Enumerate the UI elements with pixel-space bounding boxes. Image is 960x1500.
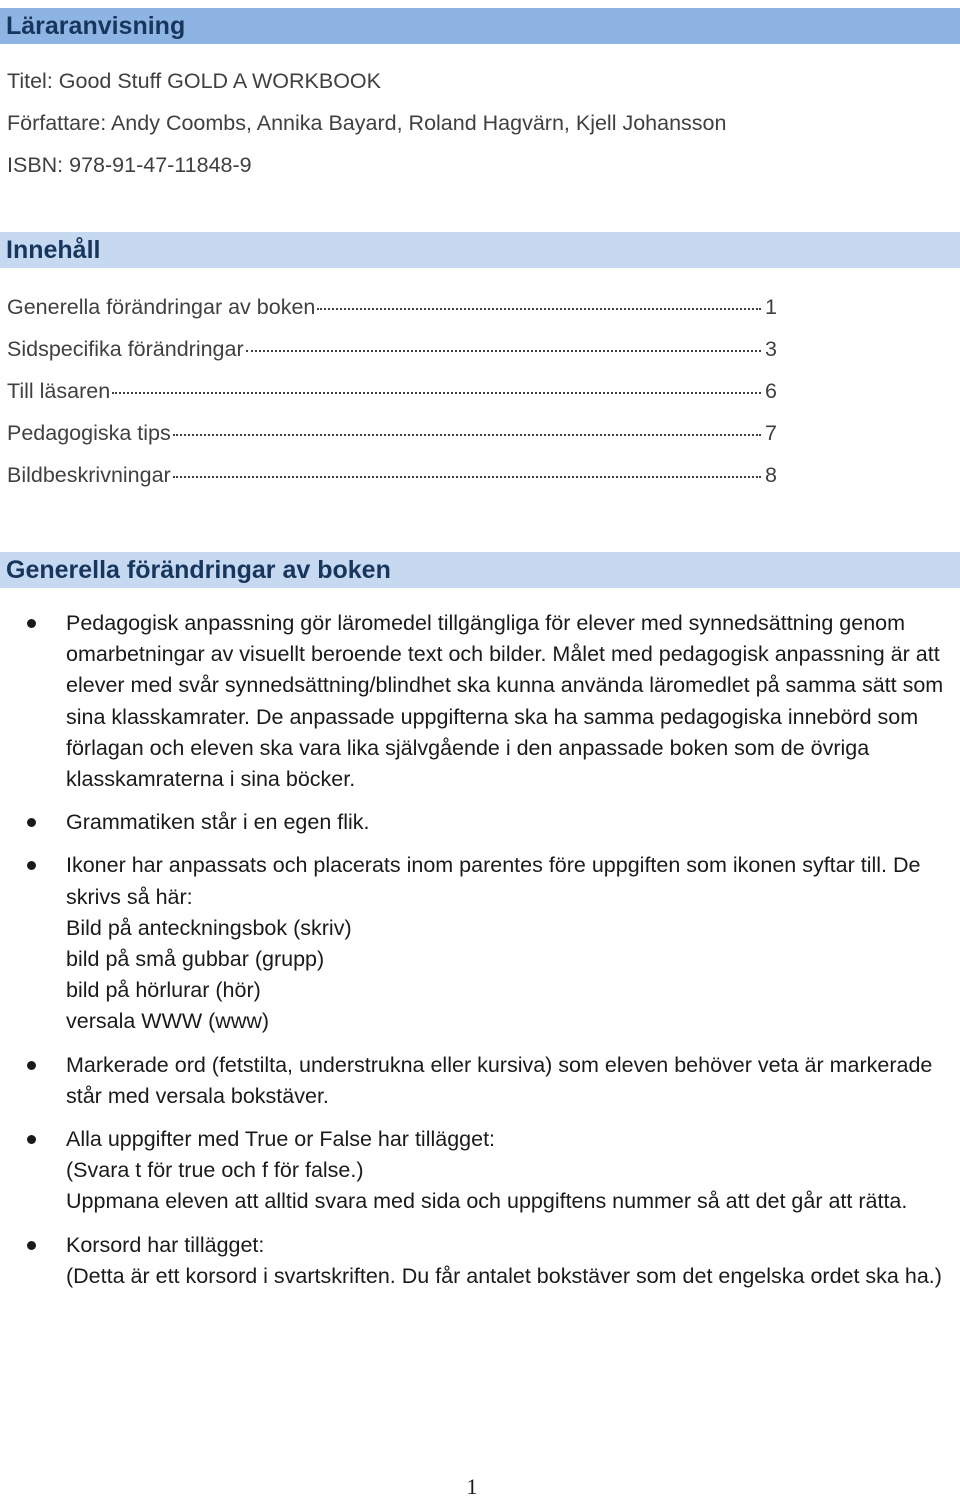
list-item xyxy=(0,807,960,838)
bullet-icon xyxy=(27,1135,36,1144)
list-item-line: Alla uppgifter med True or False har tillägget: xyxy=(66,1127,496,1152)
list-item-line: Korsord har tillägget: xyxy=(66,1232,265,1257)
list-item-line: Bild på anteckningsbok (skriv) xyxy=(66,915,352,940)
toc-dot-leader xyxy=(317,286,761,310)
list-item-line: Markerade ord (fetstilta, understrukna eller kursiva) som eleven behöver veta är markerade står med versala bokstäver. xyxy=(66,1052,933,1108)
toc-entry[interactable] xyxy=(7,332,777,374)
list-item-text xyxy=(66,1050,952,1112)
table-of-contents xyxy=(7,290,777,500)
bullet-icon xyxy=(27,861,36,870)
bullet-icon xyxy=(27,1061,36,1070)
list-item xyxy=(0,1050,960,1112)
book-title: Titel: Good Stuff GOLD A WORKBOOK xyxy=(7,69,381,93)
list-item-text xyxy=(66,608,952,795)
list-item-text xyxy=(66,850,952,1037)
list-item-text xyxy=(66,1230,952,1292)
toc-entry-page: 3 xyxy=(765,336,777,361)
toc-dot-leader xyxy=(173,454,761,478)
book-isbn: ISBN: 978-91-47-11848-9 xyxy=(7,153,252,177)
list-item xyxy=(0,850,960,1037)
toc-entry-page: 1 xyxy=(765,294,777,319)
bullet-icon xyxy=(27,818,36,827)
list-item-line: Uppmana eleven att alltid svara med sida och uppgiftens nummer så att det går att rätta. xyxy=(66,1189,908,1214)
bullet-icon xyxy=(27,619,36,628)
toc-entry-label: Sidspecifika förändringar xyxy=(7,336,244,361)
toc-entry-page: 6 xyxy=(765,378,777,403)
toc-entry-label: Till läsaren xyxy=(7,378,111,403)
list-item-line: bild på små gubbar (grupp) xyxy=(66,947,325,972)
toc-entry[interactable] xyxy=(7,290,777,332)
toc-entry[interactable] xyxy=(7,374,777,416)
toc-entry[interactable] xyxy=(7,416,777,458)
toc-entry-label: Pedagogiska tips xyxy=(7,420,171,445)
toc-entry-page: 7 xyxy=(765,420,777,445)
toc-dot-leader xyxy=(246,328,761,352)
general-changes-list xyxy=(0,608,960,1304)
list-item xyxy=(0,1124,960,1218)
toc-dot-leader xyxy=(173,412,761,436)
list-item-line: versala WWW (www) xyxy=(66,1009,270,1034)
heading-general-changes: Generella förändringar av boken xyxy=(0,552,960,588)
list-item-text xyxy=(66,1124,952,1218)
toc-dot-leader xyxy=(112,370,761,394)
list-item-line: bild på hörlurar (hör) xyxy=(66,978,261,1003)
heading-teacher-guide: Läraranvisning xyxy=(0,8,960,44)
toc-entry-label: Bildbeskrivningar xyxy=(7,462,171,487)
list-item-line: Ikoner har anpassats och placerats inom parentes före uppgiften som ikonen syftar till. De skrivs så här: xyxy=(66,853,921,909)
list-item xyxy=(0,608,960,795)
toc-entry-page: 8 xyxy=(765,462,777,487)
list-item xyxy=(0,1230,960,1292)
toc-entry-label: Generella förändringar av boken xyxy=(7,294,316,319)
list-item-line: (Detta är ett korsord i svartskriften. Du får antalet bokstäver som det engelska ordet ska ha.) xyxy=(66,1263,942,1288)
toc-entry[interactable] xyxy=(7,458,777,500)
list-item-line: Pedagogisk anpassning gör läromedel tillgängliga för elever med synnedsättning genom omarbetningar av visuellt beroende text och bilder. Målet med pedagogisk anpassning är att elever med svår synnedsättning/blindhet ska kunna använda läromedlet på samma sätt som sina klasskamrater. De anpassade uppgifterna ska ha samma pedagogiska innebörd som förlagan och eleven ska vara lika självgående i den anpassade boken som de övriga klasskamraterna i sina böcker. xyxy=(66,611,944,792)
heading-contents: Innehåll xyxy=(0,232,960,268)
list-item-line: Grammatiken står i en egen flik. xyxy=(66,810,370,835)
book-authors: Författare: Andy Coombs, Annika Bayard, Roland Hagvärn, Kjell Johansson xyxy=(7,111,727,135)
list-item-line: (Svara t för true och f för false.) xyxy=(66,1158,364,1183)
list-item-text xyxy=(66,807,952,838)
page-number: 1 xyxy=(466,1474,478,1499)
bullet-icon xyxy=(27,1241,36,1250)
